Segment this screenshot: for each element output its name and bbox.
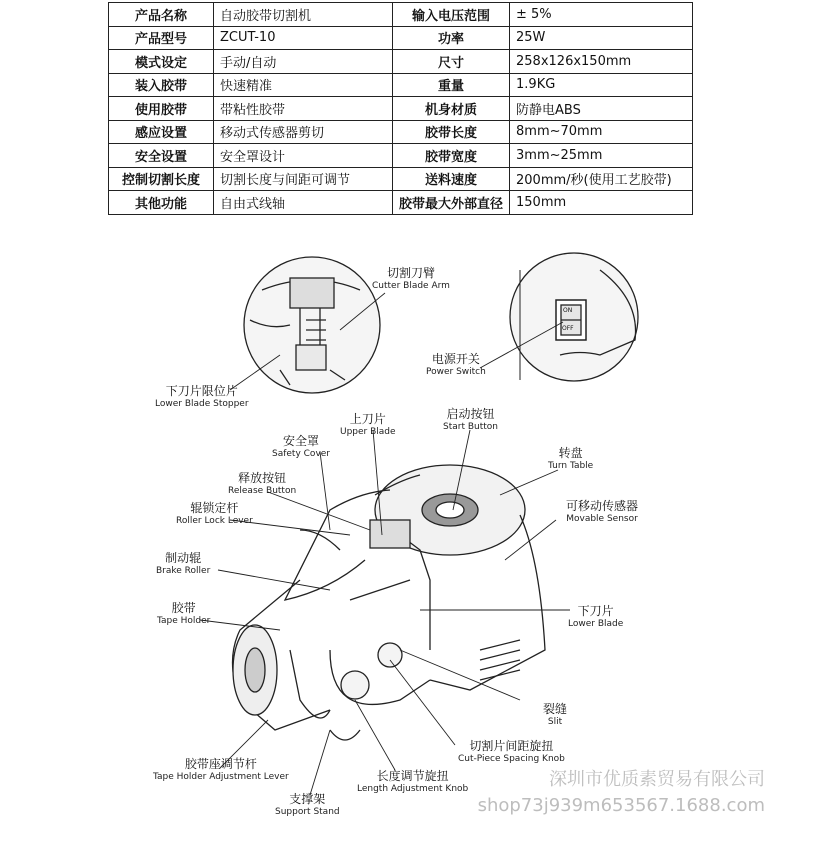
machine-body [233, 465, 546, 740]
spec-key: 控制切割长度 [109, 167, 214, 191]
label-cutter-arm: 切割刀臂 Cutter Blade Arm [372, 266, 450, 291]
spec-row [109, 191, 693, 215]
power-switch-detail-circle [510, 253, 638, 381]
spec-key: 重量 [393, 73, 510, 97]
watermark-company: 深圳市优质素贸易有限公司 [549, 769, 765, 790]
spec-value: 8mm~70mm [510, 120, 693, 144]
label-release-button: 释放按钮 Release Button [228, 471, 297, 496]
label-roller-lock-lever: 辊锁定杆 Roller Lock Lever [176, 501, 253, 526]
spec-key: 其他功能 [109, 191, 214, 215]
label-upper-blade: 上刀片 Upper Blade [340, 412, 396, 437]
label-cut-piece-knob: 切割片间距旋扭 Cut-Piece Spacing Knob [458, 739, 565, 764]
spec-row [109, 120, 693, 144]
spec-value: 自由式线轴 [214, 191, 393, 215]
label-lower-blade-stopper: 下刀片限位片 Lower Blade Stopper [155, 384, 249, 409]
machine-illustration [0, 230, 839, 839]
spec-value: 200mm/秒(使用工艺胶带) [510, 167, 693, 191]
watermark-shop: shop73j939m653567.1688.com [477, 795, 765, 816]
spec-value: ± 5% [510, 3, 693, 27]
spec-value: 自动胶带切割机 [214, 3, 393, 27]
spec-value: ZCUT-10 [214, 26, 393, 50]
spec-key: 模式设定 [109, 50, 214, 74]
spec-key: 尺寸 [393, 50, 510, 74]
cutter-arm-detail-circle [244, 257, 380, 393]
spec-key: 产品名称 [109, 3, 214, 27]
spec-table [108, 2, 693, 215]
spec-key: 输入电压范围 [393, 3, 510, 27]
switch-off-label: OFF [562, 325, 574, 332]
spec-key: 感应设置 [109, 120, 214, 144]
spec-key: 使用胶带 [109, 97, 214, 121]
label-lower-blade: 下刀片 Lower Blade [568, 604, 624, 629]
spec-value: 切割长度与间距可调节 [214, 167, 393, 191]
spec-value: 防静电ABS [510, 97, 693, 121]
spec-value: 带粘性胶带 [214, 97, 393, 121]
label-length-knob: 长度调节旋扭 Length Adjustment Knob [357, 769, 469, 794]
spec-row [109, 144, 693, 168]
spec-value: 1.9KG [510, 73, 693, 97]
spec-value: 移动式传感器剪切 [214, 120, 393, 144]
machine-diagram [0, 230, 839, 839]
switch-on-label: ON [563, 307, 573, 314]
spec-row [109, 167, 693, 191]
spec-key: 胶带宽度 [393, 144, 510, 168]
spec-row [109, 97, 693, 121]
spec-key: 胶带最大外部直径 [393, 191, 510, 215]
spec-value: 安全罩设计 [214, 144, 393, 168]
spec-key: 安全设置 [109, 144, 214, 168]
label-power-switch: 电源开关 Power Switch [426, 352, 486, 377]
label-support-stand: 支撑架 Support Stand [275, 792, 340, 817]
spec-key: 装入胶带 [109, 73, 214, 97]
spec-row [109, 73, 693, 97]
label-turn-table: 转盘 Turn Table [548, 446, 594, 471]
spec-key: 机身材质 [393, 97, 510, 121]
label-start-button: 启动按钮 Start Button [443, 407, 498, 432]
spec-value: 25W [510, 26, 693, 50]
label-movable-sensor: 可移动传感器 Movable Sensor [566, 499, 639, 524]
spec-value: 150mm [510, 191, 693, 215]
spec-key: 送料速度 [393, 167, 510, 191]
spec-value: 3mm~25mm [510, 144, 693, 168]
spec-value: 手动/自动 [214, 50, 393, 74]
label-slit: 裂缝 Slit [543, 702, 568, 727]
spec-row [109, 26, 693, 50]
label-brake-roller: 制动辊 Brake Roller [156, 551, 211, 576]
spec-key: 胶带长度 [393, 120, 510, 144]
spec-key: 产品型号 [109, 26, 214, 50]
spec-value: 快速精准 [214, 73, 393, 97]
label-tape-holder: 胶带 Tape Holder [157, 601, 211, 626]
spec-row [109, 3, 693, 27]
spec-key: 功率 [393, 26, 510, 50]
label-tape-holder-lever: 胶带座调节杆 Tape Holder Adjustment Lever [153, 757, 289, 782]
label-safety-cover: 安全罩 Safety Cover [272, 434, 331, 459]
spec-value: 258x126x150mm [510, 50, 693, 74]
spec-row [109, 50, 693, 74]
